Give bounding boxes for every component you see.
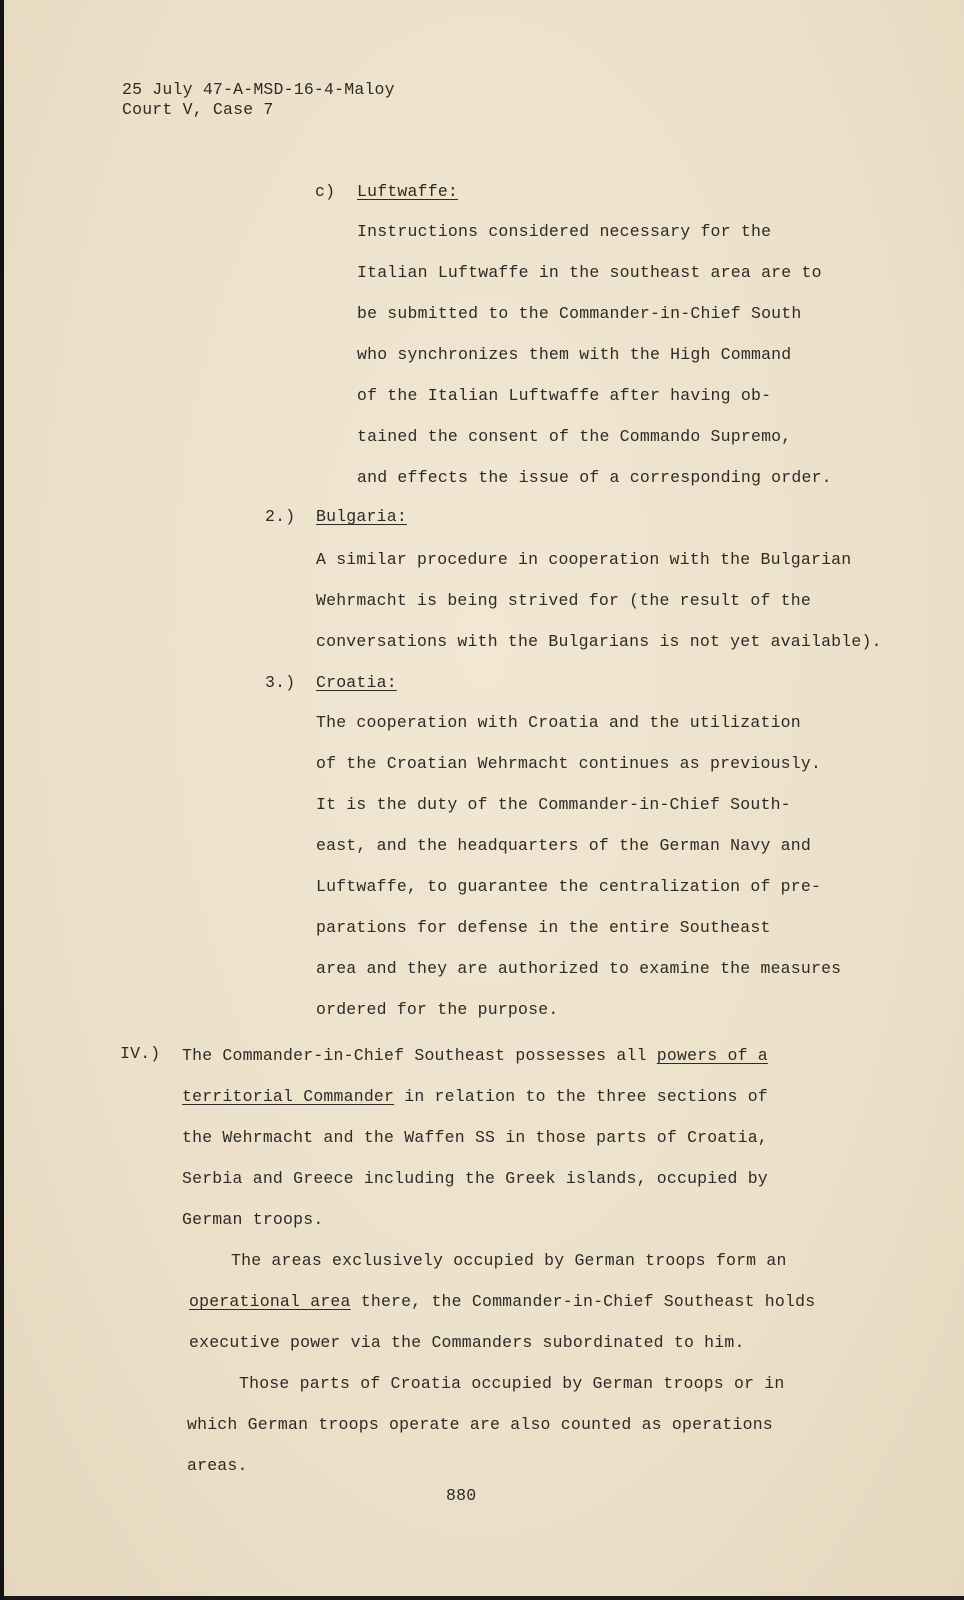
section-c-line: tained the consent of the Commando Supremo,	[357, 427, 792, 446]
header-court-case: Court V, Case 7	[122, 100, 274, 119]
section-2-line: conversations with the Bulgarians is not yet available).	[316, 632, 882, 651]
section-iv-line: The Commander-in-Chief Southeast possesses all powers of a	[182, 1046, 768, 1065]
section-c-line: be submitted to the Commander-in-Chief South	[357, 304, 802, 323]
section-c-marker: c)	[315, 182, 336, 201]
section-c-line: Italian Luftwaffe in the southeast area are to	[357, 263, 822, 282]
section-3-line: of the Croatian Wehrmacht continues as previously.	[316, 754, 822, 773]
section-iv-line: territorial Commander in relation to the three sections of	[182, 1087, 768, 1106]
underlined-phrase: territorial Commander	[182, 1087, 395, 1106]
section-2-heading: Bulgaria:	[316, 507, 407, 526]
section-iv-paragraph-2: The areas exclusively occupied by German troops form an	[231, 1251, 787, 1270]
section-c-line: of the Italian Luftwaffe after having ob-	[357, 386, 772, 405]
section-2-marker: 2.)	[265, 507, 296, 526]
section-iv-marker: IV.)	[120, 1044, 161, 1063]
page-number: 880	[446, 1486, 477, 1505]
section-3-marker: 3.)	[265, 673, 296, 692]
section-2-line: A similar procedure in cooperation with the Bulgarian	[316, 550, 852, 569]
section-iv-line: the Wehrmacht and the Waffen SS in those parts of Croatia,	[182, 1128, 768, 1147]
section-2-line: Wehrmacht is being strived for (the result of the	[316, 591, 811, 610]
section-iv-paragraph-2: executive power via the Commanders subordinated to him.	[189, 1333, 745, 1352]
section-iv-line: Serbia and Greece including the Greek islands, occupied by	[182, 1169, 768, 1188]
section-3-line: ordered for the purpose.	[316, 1000, 559, 1019]
section-iv-paragraph-3: areas.	[187, 1456, 248, 1475]
section-3-line: Luftwaffe, to guarantee the centralization of pre-	[316, 877, 822, 896]
document-page	[4, 0, 964, 1600]
section-3-line: The cooperation with Croatia and the utilization	[316, 713, 801, 732]
section-3-heading: Croatia:	[316, 673, 397, 692]
section-3-line: It is the duty of the Commander-in-Chief South-	[316, 795, 791, 814]
section-iv-paragraph-3: which German troops operate are also counted as operations	[187, 1415, 773, 1434]
underlined-phrase: operational area	[189, 1292, 351, 1311]
section-c-heading: Luftwaffe:	[357, 182, 459, 201]
section-iv-paragraph-3: Those parts of Croatia occupied by German troops or in	[239, 1374, 785, 1393]
section-3-line: area and they are authorized to examine the measures	[316, 959, 842, 978]
section-c-line: and effects the issue of a corresponding order.	[357, 468, 832, 487]
section-3-line: east, and the headquarters of the German Navy and	[316, 836, 811, 855]
section-iv-paragraph-2: operational area there, the Commander-in-Chief Southeast holds	[189, 1292, 816, 1311]
underlined-phrase: powers of a	[656, 1046, 768, 1065]
header-reference: 25 July 47-A-MSD-16-4-Maloy	[122, 80, 395, 99]
section-iv-line: German troops.	[182, 1210, 324, 1229]
section-c-line: Instructions considered necessary for the	[357, 222, 772, 241]
section-c-line: who synchronizes them with the High Command	[357, 345, 792, 364]
section-3-line: parations for defense in the entire Southeast	[316, 918, 771, 937]
